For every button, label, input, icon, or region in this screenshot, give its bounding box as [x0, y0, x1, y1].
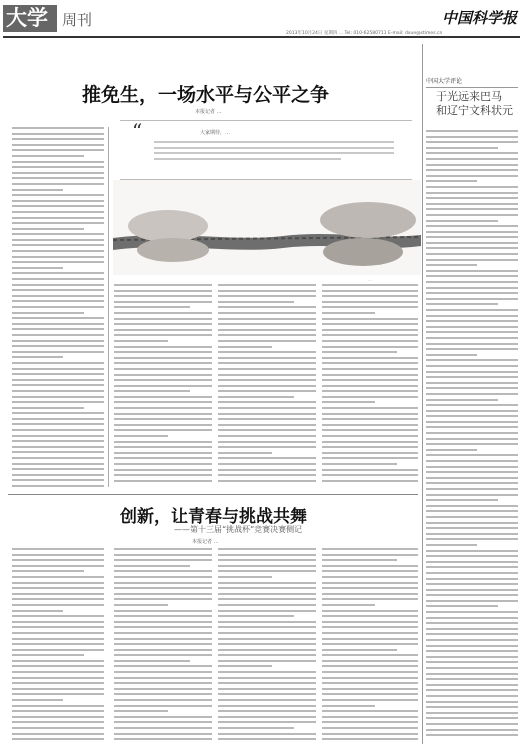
column-rule — [108, 127, 109, 487]
article-2-body-col-3 — [218, 548, 316, 744]
article-2-body-col-2 — [114, 548, 212, 744]
article-2-headline: 创新，让青春与挑战共舞 — [120, 507, 307, 527]
pull-quote — [120, 120, 412, 180]
masthead-rule — [3, 36, 520, 38]
article-1-body-col-1 — [12, 127, 104, 487]
section-title: 大学 — [6, 6, 48, 30]
photo-credit: … — [368, 277, 372, 282]
article-2-body-col-1 — [12, 548, 104, 744]
weekly-label: 周刊 — [62, 11, 93, 29]
article-1-body-col-2 — [114, 284, 212, 484]
paper-logo: 中国科学报 — [442, 9, 518, 27]
sidebar-headline-1: 于光远来巴马 — [436, 90, 502, 103]
article-2-byline: 本报记者 … — [192, 539, 219, 545]
article-divider — [8, 494, 418, 495]
sidebar-headline-2: 和辽宁文科状元 — [436, 104, 513, 117]
quote-mark-icon: “ — [132, 119, 143, 143]
article-1-byline: 本报记者 … — [195, 109, 222, 115]
article-1-body-col-3 — [218, 284, 316, 484]
article-1-headline: 推免生，一场水平与公平之争 — [82, 84, 330, 106]
pull-quote-text: 大家期待，… — [200, 130, 231, 136]
sidebar-body — [426, 130, 518, 740]
article-2-subheadline: ——第十三届“挑战杯”竞赛决赛侧记 — [174, 525, 303, 534]
article-1-body-col-4 — [322, 284, 418, 484]
pull-quote-lines — [154, 141, 394, 163]
sidebar-column-title: 中国大学评论 — [426, 76, 518, 88]
tug-of-war-photo — [113, 180, 421, 275]
article-2-body-col-4 — [322, 548, 418, 744]
dateline: 2013年10月24日 星期四 ... Tel: 010-62580711 E-mail: dxue@stimes.cn — [286, 31, 443, 36]
sidebar-divider — [422, 44, 423, 744]
